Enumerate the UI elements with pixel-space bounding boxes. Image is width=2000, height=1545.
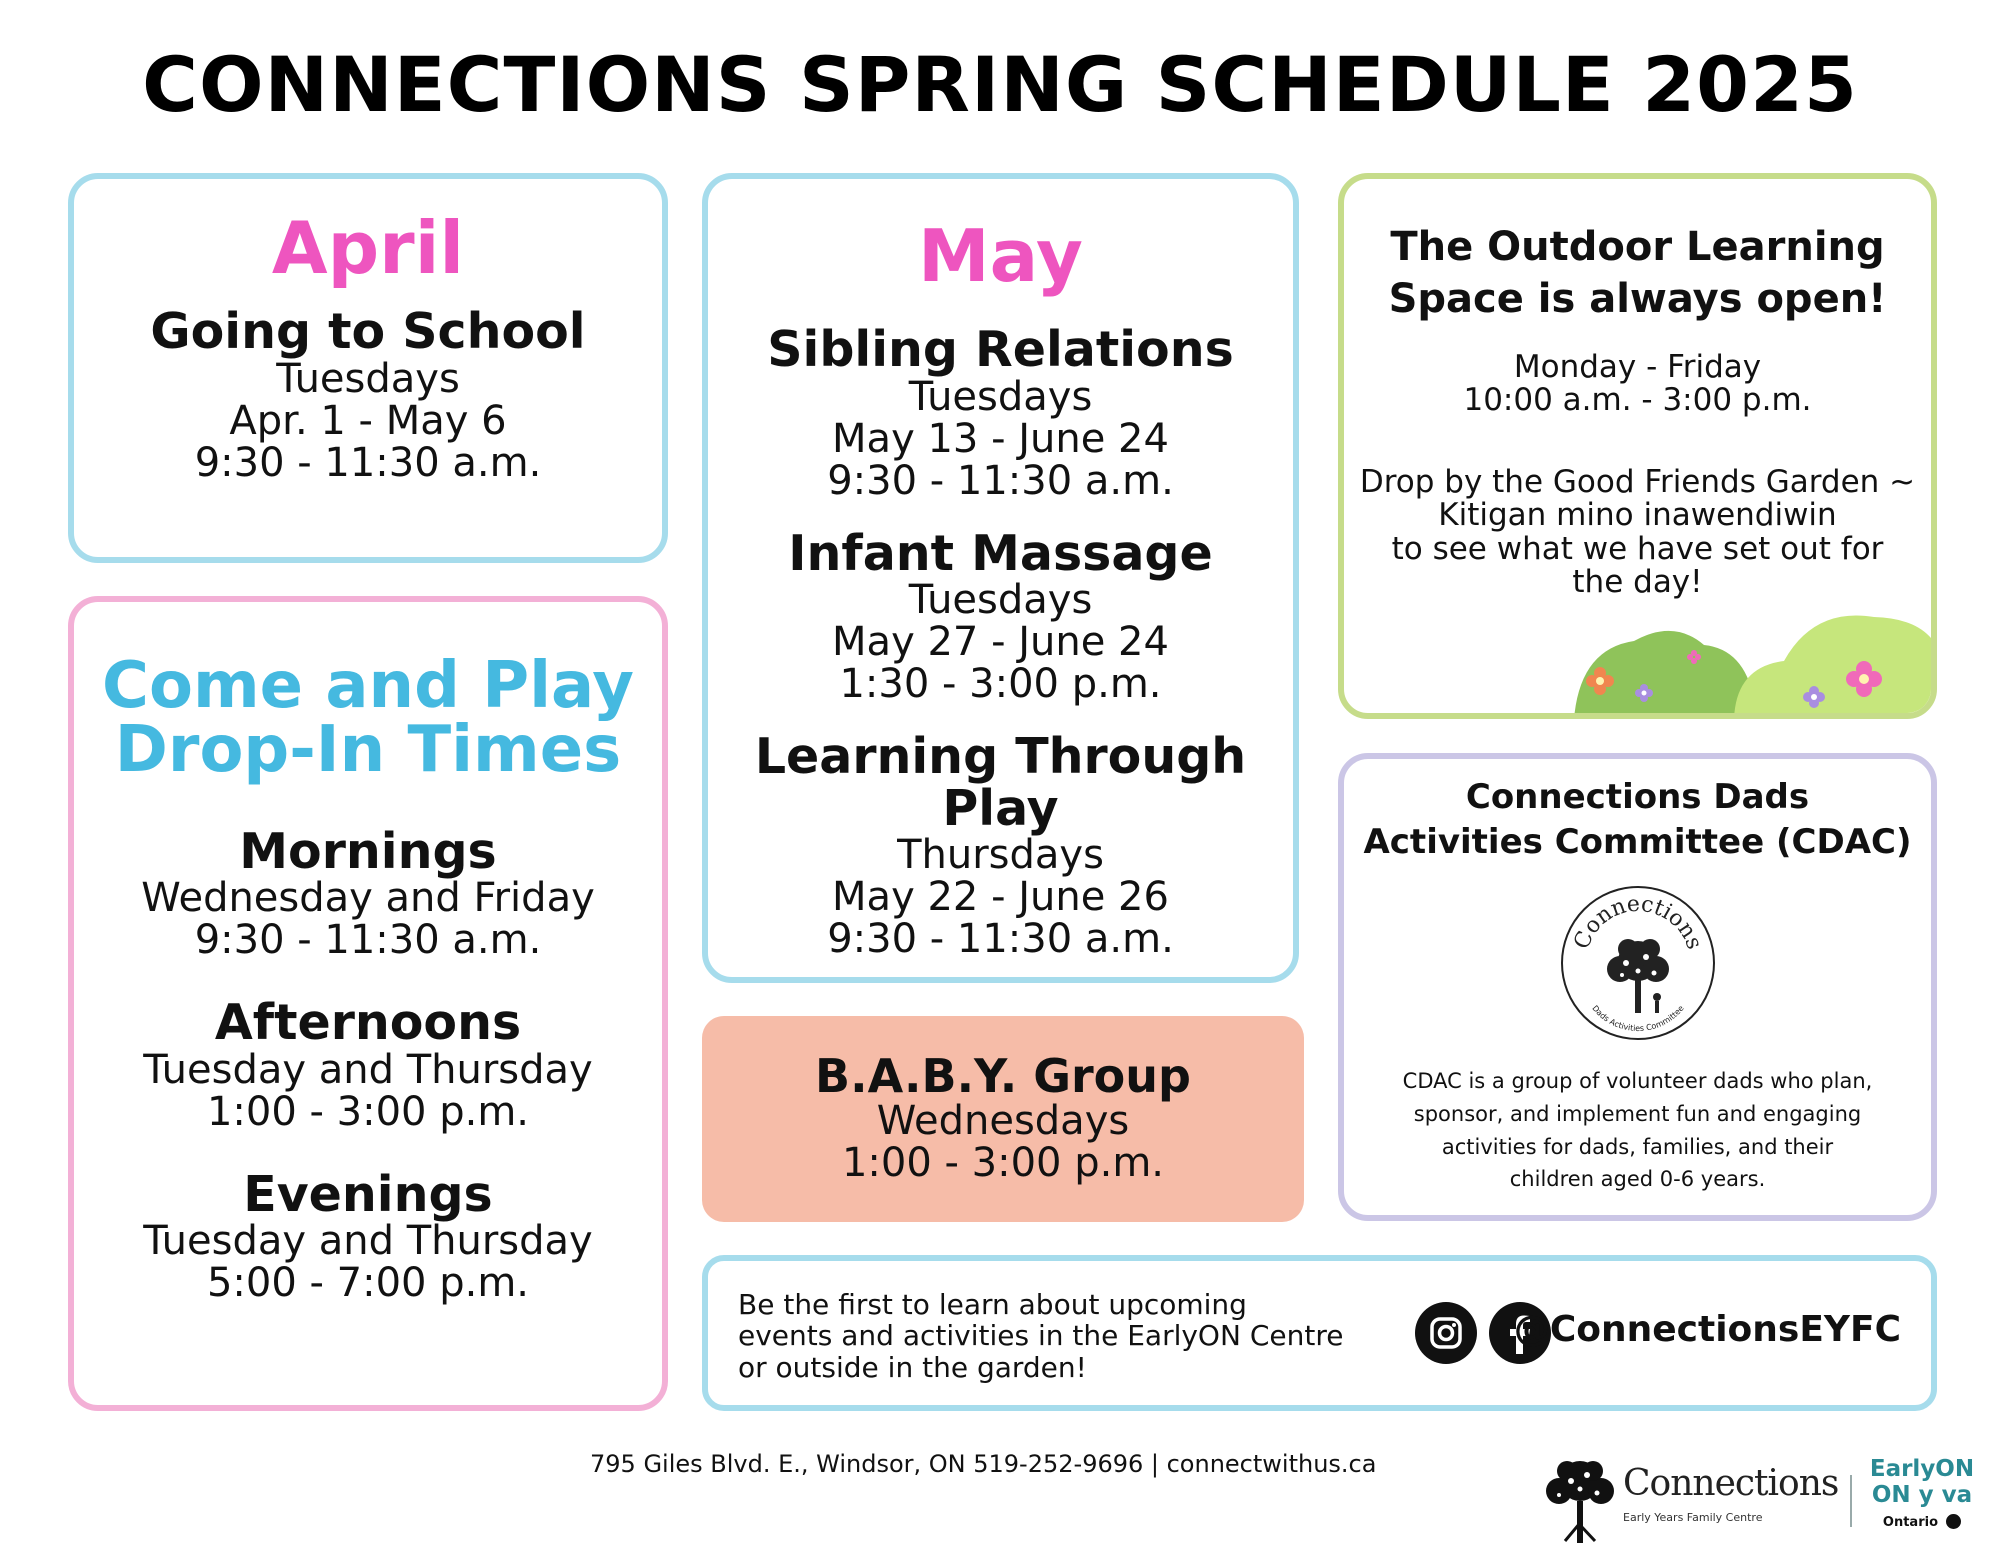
program-day: Thursdays — [897, 831, 1104, 878]
program-name: Infant Massage — [788, 524, 1213, 582]
program-day: Tuesdays — [908, 577, 1093, 624]
come-and-play-card — [68, 596, 668, 1411]
session-time: 5:00 - 7:00 p.m. — [206, 1260, 529, 1307]
social-text-line2: events and activities in the EarlyON Centre — [738, 1319, 1344, 1353]
session-days: Tuesday and Thursday — [143, 1046, 593, 1093]
page-title: CONNECTIONS SPRING SCHEDULE 2025 — [142, 40, 1858, 129]
ontario-logo — [1862, 1511, 1982, 1530]
outdoor-learning-card — [1338, 173, 1937, 719]
connections-logo-name: Connections — [1623, 1463, 1839, 1504]
session-days: Tuesday and Thursday — [143, 1218, 593, 1265]
april-program-name: Going to School — [150, 303, 586, 361]
social-text — [738, 1289, 1358, 1383]
may-program-infant-massage — [708, 524, 1293, 708]
april-program-time: 9:30 - 11:30 a.m. — [194, 439, 542, 486]
outdoor-hours: 10:00 a.m. - 3:00 p.m. — [1463, 382, 1812, 419]
cdac-card — [1338, 753, 1937, 1221]
may-program-learning-through-play — [708, 728, 1293, 962]
social-text-line1: Be the first to learn about upcoming — [738, 1288, 1247, 1321]
social-card — [702, 1255, 1937, 1411]
cdac-logo-subtext: Dads Activities Committee — [1589, 1004, 1686, 1034]
program-name: Learning Through Play — [754, 728, 1247, 837]
cdac-title-line2: Activities Committee (CDAC) — [1363, 822, 1912, 863]
outdoor-days: Monday - Friday — [1513, 349, 1762, 385]
session-days: Wednesday and Friday — [141, 875, 595, 922]
april-program-day: Tuesdays — [276, 355, 460, 402]
session-afternoons — [74, 994, 662, 1135]
session-evenings — [74, 1165, 662, 1307]
program-dates: May 22 - June 26 — [832, 873, 1169, 920]
drop-in-heading: Drop-In Times — [114, 713, 622, 787]
baby-group-day: Wednesdays — [876, 1098, 1130, 1145]
session-time: 1:00 - 3:00 p.m. — [206, 1088, 529, 1135]
program-time: 1:30 - 3:00 p.m. — [839, 661, 1162, 708]
ontario-logo-text: Ontario — [1882, 1514, 1938, 1530]
may-program-sibling-relations — [708, 321, 1293, 504]
cdac-desc-line4: children aged 0-6 years. — [1509, 1167, 1766, 1192]
come-and-play-heading: Come and Play — [102, 649, 634, 723]
program-day: Tuesdays — [908, 373, 1093, 420]
may-card — [702, 173, 1299, 983]
connections-tree-icon — [1535, 1453, 1625, 1545]
ontario-trillium-icon — [1946, 1514, 1961, 1529]
session-name: Evenings — [243, 1165, 493, 1223]
outdoor-text-line2: Kitigan mino inawendiwin — [1438, 497, 1837, 534]
cdac-desc-line1: CDAC is a group of volunteer dads who plan, — [1402, 1069, 1873, 1094]
program-time: 9:30 - 11:30 a.m. — [827, 457, 1174, 504]
cdac-desc-line3: activities for dads, families, and their — [1441, 1134, 1834, 1159]
footer-address: 795 Giles Blvd. E., Windsor, ON 519-252-9696 | connectwithus.ca — [590, 1450, 1377, 1478]
cdac-desc-line2: sponsor, and implement fun and engaging — [1413, 1101, 1862, 1126]
garden-bushes-illustration — [1344, 179, 1937, 719]
program-dates: May 27 - June 24 — [832, 619, 1169, 666]
baby-group-card — [702, 1016, 1304, 1222]
april-program-dates: Apr. 1 - May 6 — [229, 397, 507, 444]
social-handle[interactable]: @ConnectionsEYFC — [1513, 1309, 1901, 1350]
baby-group-time: 1:00 - 3:00 p.m. — [841, 1140, 1164, 1187]
outdoor-text-line4: the day! — [1572, 564, 1703, 601]
session-name: Afternoons — [214, 994, 522, 1052]
social-text-line3: or outside in the garden! — [738, 1350, 1087, 1384]
cdac-title-line1: Connections Dads — [1465, 777, 1810, 817]
baby-group-name: B.A.B.Y. Group — [815, 1049, 1191, 1103]
session-name: Mornings — [239, 823, 497, 880]
program-name: Sibling Relations — [767, 321, 1234, 379]
session-mornings — [74, 823, 662, 964]
cdac-logo-text: Connections — [1568, 892, 1707, 954]
instagram-icon[interactable] — [1415, 1302, 1477, 1364]
program-dates: May 13 - June 24 — [832, 415, 1169, 462]
cdac-logo — [1558, 883, 1718, 1043]
outdoor-title-line2: Space is always open! — [1388, 276, 1887, 322]
connections-logo — [1535, 1453, 1855, 1545]
outdoor-title-line1: The Outdoor Learning — [1390, 224, 1885, 270]
outdoor-text-line3: to see what we have set out for — [1391, 530, 1884, 567]
april-heading: April — [271, 206, 465, 290]
earlyon-logo — [1862, 1456, 1982, 1542]
outdoor-text-line1: Drop by the Good Friends Garden ~ — [1359, 463, 1916, 500]
earlyon-logo-line2: ON y va — [1871, 1482, 1973, 1509]
april-card — [68, 173, 668, 563]
footer-logo-divider — [1850, 1475, 1852, 1527]
connections-logo-tagline: Early Years Family Centre — [1623, 1511, 1763, 1524]
may-heading: May — [918, 214, 1083, 298]
session-time: 9:30 - 11:30 a.m. — [194, 917, 542, 964]
program-time: 9:30 - 11:30 a.m. — [827, 915, 1174, 962]
earlyon-logo-line1: EarlyON — [1869, 1456, 1975, 1482]
